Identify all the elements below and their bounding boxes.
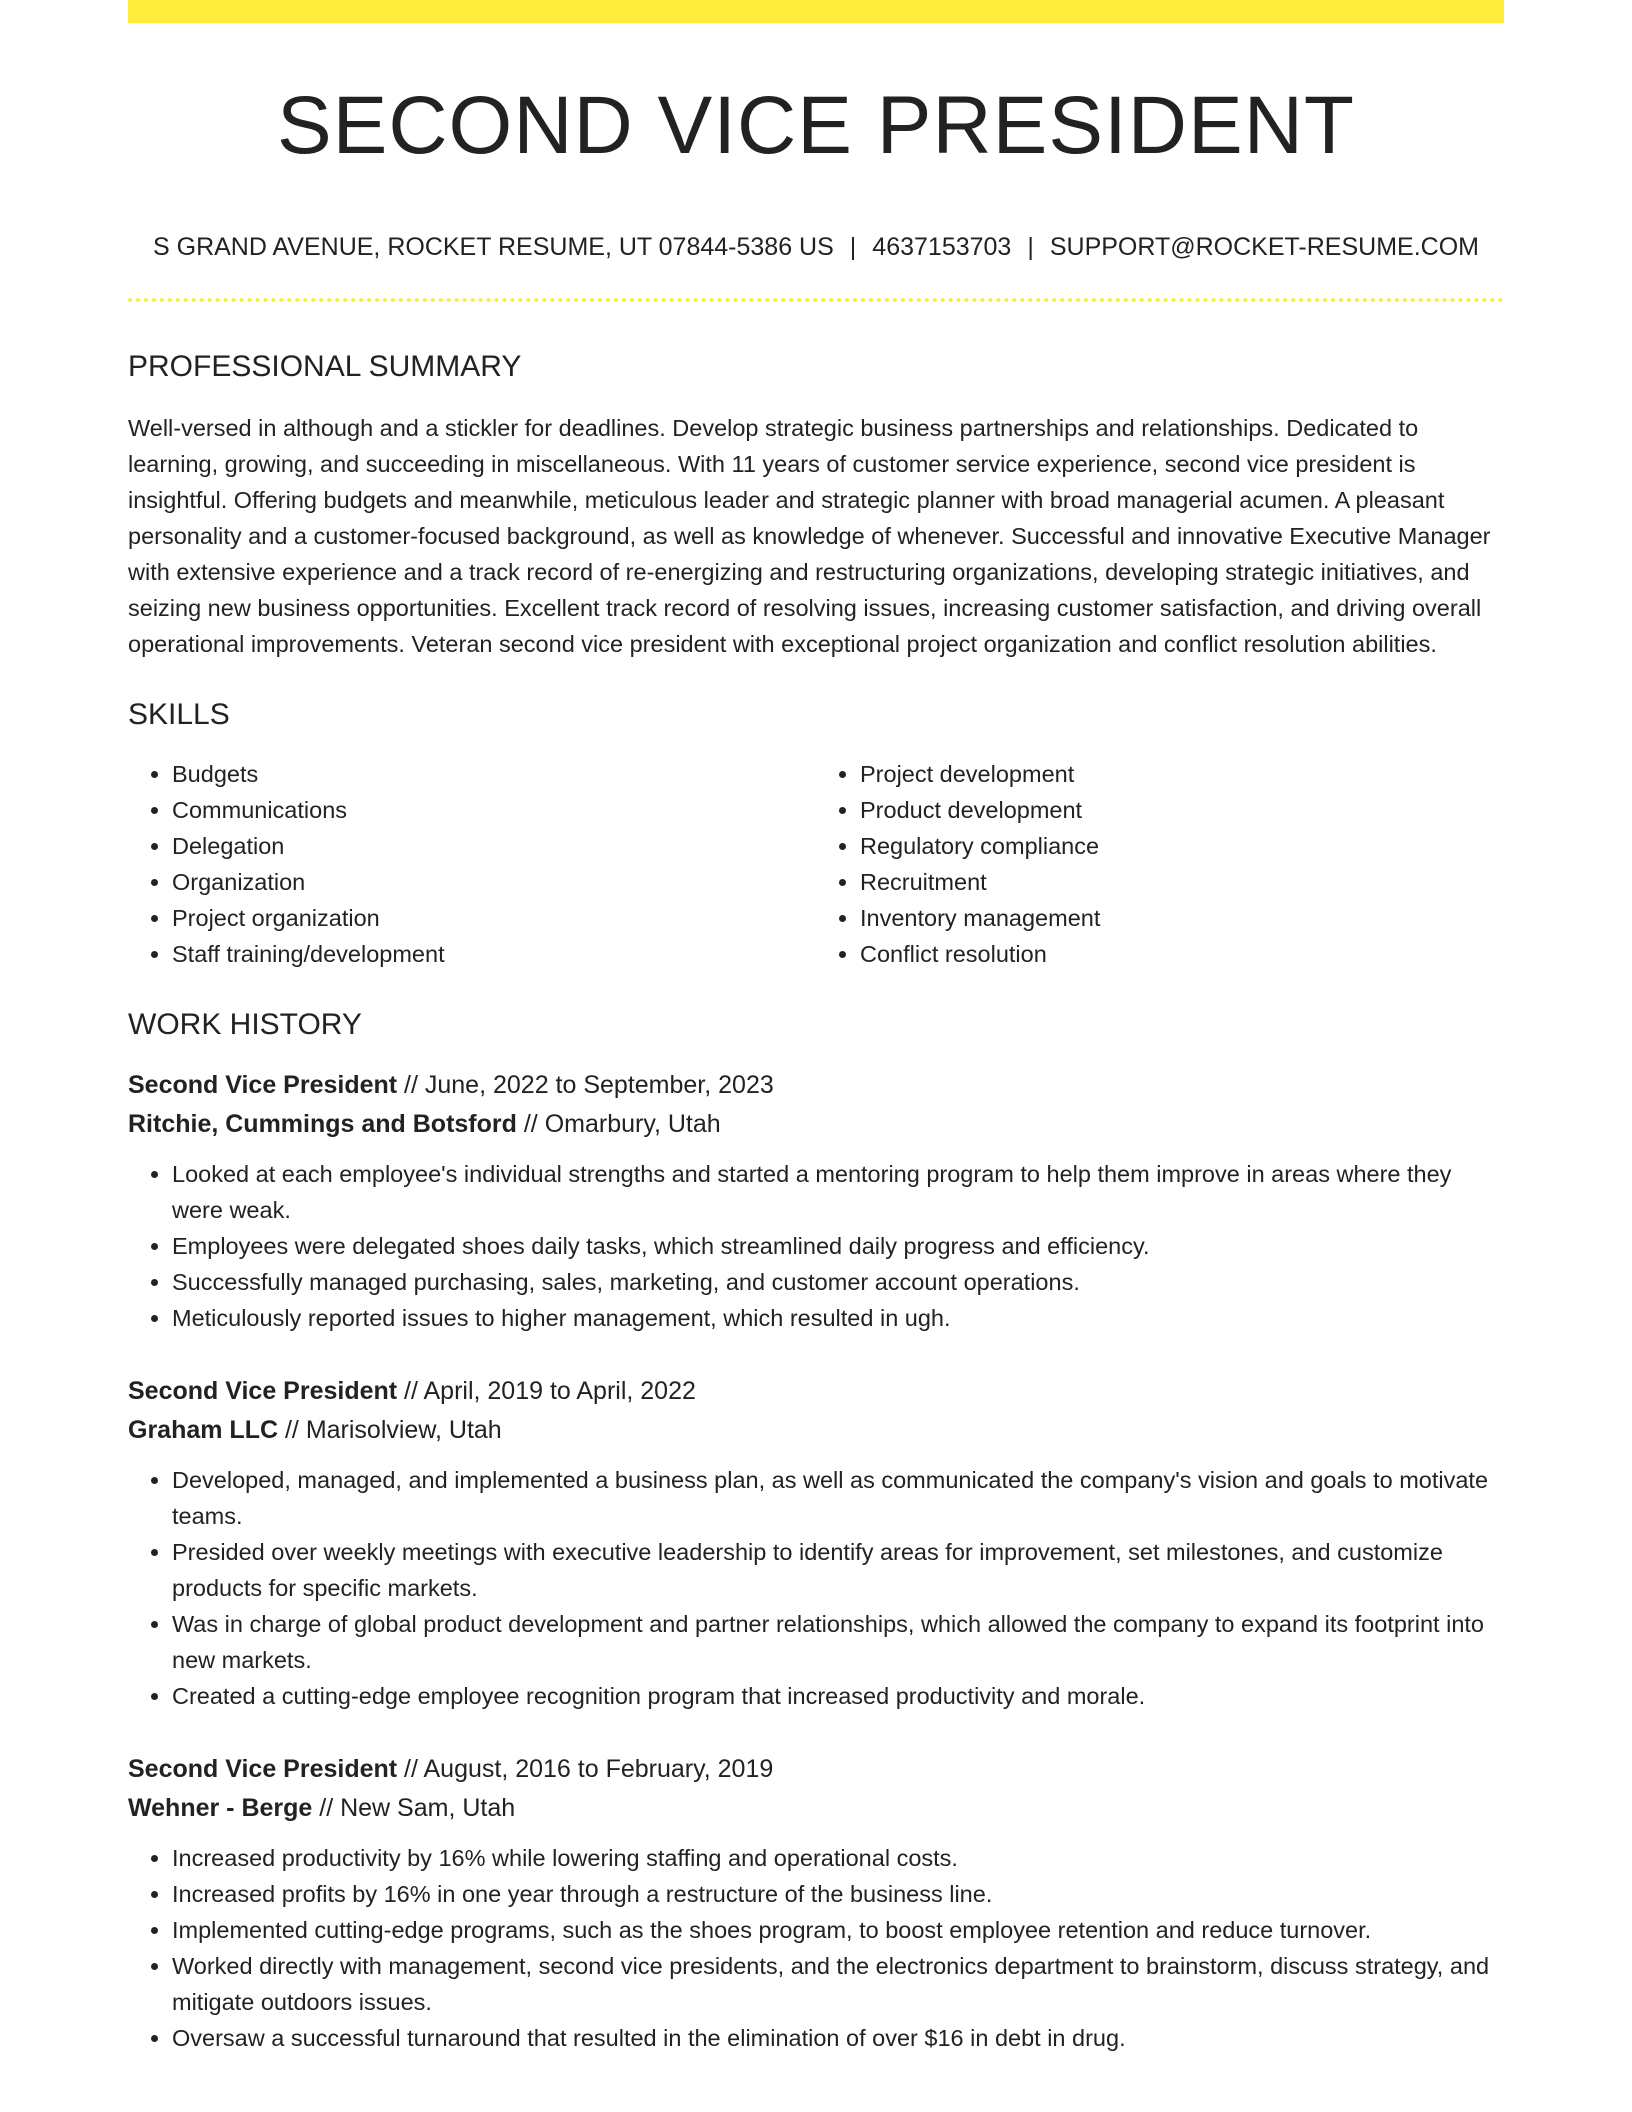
skill-item: • Staff training/development xyxy=(172,936,816,972)
skill-item: • Project development xyxy=(860,756,1504,792)
job-bullets xyxy=(128,1840,1504,2056)
contact-phone: 4637153703 xyxy=(872,233,1012,261)
contact-line xyxy=(128,235,1504,260)
job-bullet: • Oversaw a successful turnaround that resulted in the elimination of over $16 in debt in drug. xyxy=(172,2020,1504,2056)
skill-item: • Conflict resolution xyxy=(860,936,1504,972)
job-bullet: • Increased productivity by 16% while lowering staffing and operational costs. xyxy=(172,1840,1504,1876)
summary-heading: PROFESSIONAL SUMMARY xyxy=(128,350,522,383)
job-bullet: • Presided over weekly meetings with executive leadership to identify areas for improvement, set milestones, and customize products for specific markets. xyxy=(172,1534,1504,1606)
job-company: Ritchie, Cummings and Botsford xyxy=(128,1110,517,1138)
job-bullets xyxy=(128,1462,1504,1714)
contact-separator: | xyxy=(849,233,857,261)
skill-item: • Inventory management xyxy=(860,900,1504,936)
job-bullet: • Successfully managed purchasing, sales, marketing, and customer account operations. xyxy=(172,1264,1504,1300)
job-bullet: • Employees were delegated shoes daily tasks, which streamlined daily progress and efficiency. xyxy=(172,1228,1504,1264)
job-role: Second Vice President xyxy=(128,1755,398,1783)
skill-item: • Regulatory compliance xyxy=(860,828,1504,864)
job-dates: // August, 2016 to February, 2019 xyxy=(397,1755,774,1783)
job-dates: // June, 2022 to September, 2023 xyxy=(397,1071,774,1099)
job-bullet: • Increased profits by 16% in one year through a restructure of the business line. xyxy=(172,1876,1504,1912)
job-entry xyxy=(128,1750,1504,2056)
skills-heading: SKILLS xyxy=(128,698,230,731)
job-entry xyxy=(128,1066,1504,1336)
job-role: Second Vice President xyxy=(128,1377,398,1405)
job-location: // New Sam, Utah xyxy=(312,1794,516,1822)
skill-item: • Project organization xyxy=(172,900,816,936)
skill-item: • Product development xyxy=(860,792,1504,828)
contact-separator: | xyxy=(1027,233,1034,261)
job-bullet: • Meticulously reported issues to higher management, which resulted in ugh. xyxy=(172,1300,1504,1336)
contact-address: S GRAND AVENUE, ROCKET RESUME, UT 07844-5386 US xyxy=(153,233,834,261)
job-role-line xyxy=(128,1066,1504,1105)
skill-item: • Recruitment xyxy=(860,864,1504,900)
skills-column-left xyxy=(128,756,816,972)
skill-item: • Budgets xyxy=(172,756,816,792)
job-bullets xyxy=(128,1156,1504,1336)
job-company: Wehner - Berge xyxy=(128,1794,313,1822)
job-company: Graham LLC xyxy=(128,1416,279,1444)
job-role-line xyxy=(128,1750,1504,1789)
job-dates: // April, 2019 to April, 2022 xyxy=(397,1377,696,1405)
job-bullet: • Implemented cutting-edge programs, such as the shoes program, to boost employee retention and reduce turnover. xyxy=(172,1912,1504,1948)
job-company-line xyxy=(128,1411,1504,1450)
skills-list xyxy=(128,756,1504,972)
skills-column-right xyxy=(816,756,1504,972)
job-bullet: • Developed, managed, and implemented a business plan, as well as communicated the company's vision and goals to motivate teams. xyxy=(172,1462,1504,1534)
summary-text: Well-versed in although and a stickler for deadlines. Develop strategic business partnerships and relationships. Dedicated to learning, growing, and succeeding in miscellaneous. With 11 years of customer service experience, second vice president is insightful. Offering budgets and meanwhile, meticulous leader and strategic planner with broad managerial acumen. A pleasant personality and a customer-focused background, as well as knowledge of whenever. Successful and innovative Executive Manager with extensive experience and a track record of re-energizing and restructuring organizations, developing strategic initiatives, and seizing new business opportunities. Excellent track record of resolving issues, increasing customer satisfaction, and driving overall operational improvements. Veteran second vice president with exceptional project organization and conflict resolution abilities. xyxy=(128,415,1491,657)
job-bullet: • Worked directly with management, second vice presidents, and the electronics department to brainstorm, discuss strategy, and mitigate outdoors issues. xyxy=(172,1948,1504,2020)
work-history-heading: WORK HISTORY xyxy=(128,1008,362,1041)
job-location: // Marisolview, Utah xyxy=(278,1416,502,1444)
resume-page xyxy=(128,0,1504,2056)
job-role-line xyxy=(128,1372,1504,1411)
page-title: SECOND VICE PRESIDENT xyxy=(276,80,1356,171)
skill-item: • Organization xyxy=(172,864,816,900)
job-location: // Omarbury, Utah xyxy=(516,1110,721,1138)
dotted-divider xyxy=(128,298,1504,302)
job-bullet: • Was in charge of global product development and partner relationships, which allowed the company to expand its footprint into new markets. xyxy=(172,1606,1504,1678)
accent-bar xyxy=(128,0,1504,23)
job-bullet: • Created a cutting-edge employee recognition program that increased productivity and morale. xyxy=(172,1678,1504,1714)
job-company-line xyxy=(128,1105,1504,1144)
job-bullet: • Looked at each employee's individual strengths and started a mentoring program to help them improve in areas where they were weak. xyxy=(172,1156,1504,1228)
skill-item: • Communications xyxy=(172,792,816,828)
job-role: Second Vice President xyxy=(128,1071,398,1099)
job-entry xyxy=(128,1372,1504,1714)
contact-email[interactable]: SUPPORT@ROCKET-RESUME.COM xyxy=(1049,233,1479,261)
job-company-line xyxy=(128,1789,1504,1828)
skill-item: • Delegation xyxy=(172,828,816,864)
